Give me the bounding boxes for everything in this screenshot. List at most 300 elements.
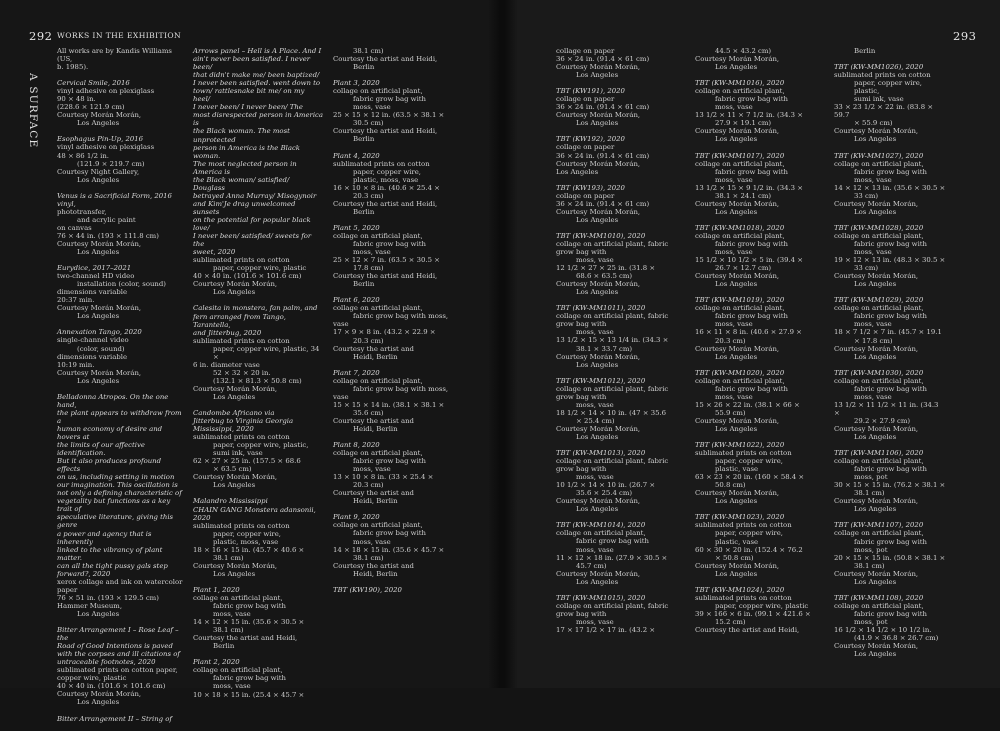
- work-detail: 45.7 cm): [576, 561, 607, 570]
- work-title: I never been/ satisfied/ sweets for the: [193, 232, 312, 249]
- work-detail: 14 × 18 × 15 in. (35.6 × 45.7 ×: [333, 545, 445, 554]
- work-title: TBT (KW-MM1107), 2020: [834, 521, 924, 530]
- work-title: Esophagus Pin-Up, 2016: [57, 135, 143, 144]
- work-detail: 36 × 24 in. (91.4 × 61 cm): [556, 55, 650, 64]
- work-detail: collage on artificial plant,: [834, 304, 924, 313]
- catalogue-entry: [556, 184, 674, 224]
- work-detail: 20:37 min.: [57, 296, 95, 305]
- work-detail: 68.6 × 63.5 cm): [576, 272, 633, 281]
- work-title: Plant 6, 2020: [333, 296, 380, 305]
- work-detail: 20.3 cm): [353, 481, 384, 490]
- work-detail: collage on artificial plant, fabric: [556, 312, 669, 321]
- work-detail: Courtesy Morán Morán,: [193, 561, 278, 570]
- work-detail: 10:19 min.: [57, 360, 95, 369]
- catalogue-entry: [695, 441, 815, 505]
- work-detail: moss, vase: [576, 256, 614, 265]
- book-gutter: [488, 0, 518, 688]
- work-detail: vinyl adhesive on plexiglass: [57, 87, 155, 96]
- work-detail: Los Angeles: [854, 433, 897, 442]
- work-detail: Los Angeles: [715, 497, 758, 506]
- work-detail: fabric grow bag with: [854, 167, 927, 176]
- catalogue-entry: [57, 328, 183, 384]
- work-detail: Berlin: [353, 135, 375, 144]
- catalogue-entry: [333, 513, 453, 577]
- work-detail: fabric grow bag with: [353, 529, 426, 538]
- work-detail: 38.1 cm): [213, 553, 244, 562]
- column-2: [193, 47, 323, 707]
- work-title: on the potential for popular black love/: [193, 215, 311, 233]
- catalogue-entry: [57, 192, 183, 256]
- work-detail: paper, copper wire, plastic,: [213, 441, 309, 450]
- catalogue-entry: [695, 47, 815, 71]
- work-title: TBT (KW192), 2020: [556, 135, 625, 144]
- work-title: TBT (KW-MM1029), 2020: [834, 296, 924, 305]
- intro-line: b. 1985).: [57, 63, 89, 72]
- work-detail: Los Angeles: [576, 577, 619, 586]
- work-title: with the corpses and ill citations of: [57, 650, 180, 659]
- work-detail: 44.5 × 43.2 cm): [715, 47, 772, 55]
- work-detail: collage on paper: [556, 143, 615, 152]
- work-detail: collage on artificial plant,: [333, 449, 423, 458]
- catalogue-entry: [333, 152, 453, 216]
- work-title: I never been satisfied. went down to: [193, 79, 321, 88]
- work-detail: Courtesy the artist and: [333, 416, 414, 425]
- work-detail: fabric grow bag with: [854, 239, 927, 248]
- work-detail: fabric grow bag with: [854, 537, 927, 546]
- work-detail: moss, pot: [854, 617, 888, 626]
- work-detail: fabric grow bag with: [715, 312, 788, 321]
- work-detail: (color, sound): [77, 344, 125, 353]
- work-detail: × 25.4 cm): [576, 416, 615, 425]
- work-detail: Courtesy Morán Morán,: [57, 368, 142, 377]
- work-detail: Los Angeles: [715, 135, 758, 144]
- work-detail: 27.9 × 19.1 cm): [715, 119, 772, 128]
- work-detail: moss, vase: [854, 248, 892, 257]
- work-detail: sublimated prints on cotton: [193, 256, 290, 265]
- work-detail: installation (color, sound): [77, 280, 166, 289]
- catalogue-entry: [556, 87, 674, 127]
- work-detail: paper, copper wire, plastic: [715, 601, 809, 610]
- work-title: TBT (KW-MM1013), 2020: [556, 449, 646, 458]
- work-detail: Courtesy Morán Morán,: [834, 497, 919, 506]
- work-detail: × 50.8 cm): [715, 553, 754, 562]
- work-title: TBT (KW-MM1106), 2020: [834, 449, 924, 458]
- work-detail: 33 cm): [854, 191, 879, 200]
- catalogue-entry: [834, 594, 946, 658]
- work-detail: collage on artificial plant,: [556, 529, 646, 538]
- work-detail: moss, pot: [854, 545, 888, 554]
- work-detail: fabric grow bag with: [715, 167, 788, 176]
- work-title: TBT (KW193), 2020: [556, 183, 625, 192]
- work-detail: moss, vase: [353, 537, 391, 546]
- intro-line: All works are by Kandis Williams (US,: [57, 47, 172, 64]
- work-title: on us, including setting in motion: [57, 473, 175, 482]
- work-title: TBT (KW191), 2020: [556, 87, 625, 96]
- catalogue-entry: [556, 304, 674, 368]
- work-detail: 17.8 cm): [353, 264, 384, 273]
- work-detail: 76 × 44 in. (193 × 111.8 cm): [57, 231, 159, 240]
- work-detail: sumi ink, vase: [213, 449, 263, 458]
- work-detail: Los Angeles: [213, 569, 256, 578]
- work-detail: 20.3 cm): [715, 336, 746, 345]
- work-detail: Los Angeles: [576, 215, 619, 224]
- work-detail: moss, vase: [576, 473, 614, 482]
- work-detail: collage on artificial plant,: [834, 529, 924, 538]
- work-detail: Berlin: [854, 47, 876, 55]
- work-title: TBT (KW-MM1028), 2020: [834, 223, 924, 232]
- work-detail: moss, vase: [576, 545, 614, 554]
- work-title: TBT (KW-MM1019), 2020: [695, 296, 785, 305]
- catalogue-entry: [695, 586, 815, 634]
- page-number-left: 292: [29, 29, 53, 43]
- intro-note: [57, 47, 183, 71]
- work-detail: collage on artificial plant,: [333, 376, 423, 385]
- work-detail: Los Angeles: [576, 505, 619, 514]
- work-detail: fabric grow bag with: [213, 674, 286, 683]
- work-detail: sublimated prints on cotton: [695, 593, 792, 602]
- work-detail: Courtesy Morán Morán,: [556, 280, 641, 289]
- work-title: TBT (KW-MM1010), 2020: [556, 231, 646, 240]
- work-detail: Courtesy Morán Morán,: [834, 424, 919, 433]
- work-title: TBT (KW-MM1014), 2020: [556, 521, 646, 530]
- work-title: the plant appears to withdraw from a: [57, 408, 182, 425]
- work-detail: fabric grow bag with: [854, 609, 927, 618]
- work-detail: plastic, vase: [715, 537, 759, 546]
- work-title: TBT (KW-MM1030), 2020: [834, 368, 924, 377]
- work-detail: 40 × 40 in. (101.6 × 101.6 cm): [193, 272, 302, 281]
- work-detail: Los Angeles: [77, 119, 120, 128]
- work-detail: collage on artificial plant,: [695, 376, 785, 385]
- work-detail: two-channel HD video: [57, 272, 135, 281]
- catalogue-entry: [556, 521, 674, 585]
- work-detail: Courtesy the artist and Heidi,: [695, 626, 800, 634]
- work-detail: collage on artificial plant, fabric: [556, 384, 669, 393]
- work-detail: Los Angeles: [854, 280, 897, 289]
- work-detail: Courtesy Morán Morán,: [556, 159, 641, 168]
- work-detail: Courtesy Morán Morán,: [556, 497, 641, 506]
- work-title: But it also produces profound effects: [57, 457, 162, 474]
- work-detail: moss, vase: [854, 392, 892, 401]
- work-detail: and acrylic paint: [77, 215, 136, 224]
- work-title: 2020: [193, 513, 211, 522]
- work-detail: moss, vase: [715, 320, 753, 329]
- work-title: TBT (KW-MM1012), 2020: [556, 376, 646, 385]
- work-detail: fabric grow bag with: [715, 95, 788, 104]
- work-detail: 12 1/2 × 27 × 25 in. (31.8 ×: [556, 264, 656, 273]
- work-detail: Courtesy Morán Morán,: [556, 111, 641, 120]
- work-detail: moss, vase: [576, 328, 614, 337]
- work-detail: 13 × 10 × 8 in. (33 × 25.4 ×: [333, 473, 434, 482]
- work-detail: grow bag with: [556, 609, 607, 618]
- work-detail: grow bag with: [556, 392, 607, 401]
- work-title: TBT (KW-MM1018), 2020: [695, 223, 785, 232]
- work-detail: 63 × 23 × 20 in. (160 × 58.4 ×: [695, 473, 805, 482]
- work-detail: Courtesy Morán Morán,: [57, 111, 142, 120]
- catalogue-entry: [834, 47, 946, 55]
- work-title: that didn't make me/ been baptized/: [193, 71, 320, 80]
- work-detail: Los Angeles: [77, 376, 120, 385]
- work-detail: Courtesy Morán Morán,: [193, 384, 278, 393]
- work-detail: Courtesy Morán Morán,: [57, 690, 142, 699]
- work-detail: moss, pot: [854, 473, 888, 482]
- work-detail: Los Angeles: [213, 481, 256, 490]
- work-detail: 20.3 cm): [353, 191, 384, 200]
- work-title: TBT (KW-MM1022), 2020: [695, 441, 785, 450]
- work-title: most disrespected person in America is: [193, 111, 324, 128]
- work-detail: 16 × 11 × 8 in. (40.6 × 27.9 ×: [695, 328, 802, 337]
- work-detail: 33 × 23 1/2 × 22 in. (83.8 × 59.7: [834, 103, 934, 120]
- work-detail: 36 × 24 in. (91.4 × 61 cm): [556, 151, 650, 160]
- work-detail: Courtesy the artist and Heidi,: [193, 634, 298, 643]
- catalogue-entry: [695, 152, 815, 216]
- work-title: and Jitterbug, 2020: [193, 328, 262, 337]
- work-title: person in America is the Black woman.: [193, 143, 300, 160]
- catalogue-entry: [333, 79, 453, 143]
- work-title: the limits of our affective identification.: [57, 441, 145, 458]
- work-detail: paper, copper wire, plastic: [213, 264, 307, 273]
- catalogue-entry: [57, 715, 183, 723]
- work-detail: plastic, moss, vase: [213, 537, 279, 546]
- catalogue-entry: [834, 521, 946, 585]
- work-title: Plant 8, 2020: [333, 441, 380, 450]
- work-title: not only a defining characteristic of: [57, 489, 182, 498]
- work-detail: Los Angeles: [715, 352, 758, 361]
- work-detail: vinyl adhesive on plexiglass: [57, 143, 155, 152]
- work-detail: collage on artificial plant,: [834, 457, 924, 466]
- work-detail: Courtesy Morán Morán,: [556, 424, 641, 433]
- work-detail: collage on artificial plant, fabric: [556, 457, 669, 466]
- column-4: [556, 47, 674, 642]
- work-detail: 60 × 30 × 20 in. (152.4 × 76.2: [695, 545, 803, 554]
- work-detail: collage on paper: [556, 47, 615, 55]
- work-title: the Black woman. The most unprotected: [193, 127, 290, 144]
- work-detail: 35.6 cm): [353, 408, 384, 417]
- work-detail: Courtesy Morán Morán,: [695, 416, 780, 425]
- catalogue-entry: [834, 152, 946, 216]
- work-title: Calesita in monstera, fan palm, and: [193, 304, 318, 313]
- work-detail: 15 1/2 × 10 1/2 × 5 in. (39.4 ×: [695, 256, 803, 265]
- work-detail: 36 × 24 in. (91.4 × 61 cm): [556, 199, 650, 208]
- work-detail: Courtesy Morán Morán,: [193, 473, 278, 482]
- work-detail: Courtesy Morán Morán,: [695, 55, 780, 64]
- work-detail: Hammer Museum,: [57, 601, 123, 610]
- work-detail: fabric grow bag with: [715, 384, 788, 393]
- work-title: Arrows panel – Hell is A Place. And I: [193, 47, 322, 55]
- work-detail: collage on artificial plant,: [695, 304, 785, 313]
- page-number-right: 293: [953, 29, 977, 43]
- work-title: Mississippi, 2020: [193, 425, 254, 434]
- work-detail: 33 cm): [854, 264, 879, 273]
- catalogue-entry: [193, 304, 323, 401]
- work-detail: 38.1 cm): [854, 489, 885, 498]
- work-detail: sublimated prints on cotton: [193, 433, 290, 442]
- work-detail: sublimated prints on cotton paper,: [57, 666, 178, 675]
- work-detail: 38.1 cm): [854, 561, 885, 570]
- work-title: Bitter Arrangement II – String of: [57, 714, 172, 723]
- work-title: a power and agency that is inherently: [57, 529, 152, 546]
- work-title: fern arranged from Tango, Tarantella,: [193, 312, 286, 329]
- work-detail: Courtesy Morán Morán,: [695, 561, 780, 570]
- work-detail: Courtesy the artist and: [333, 489, 414, 498]
- work-title: TBT (KW-MM1020), 2020: [695, 368, 785, 377]
- work-detail: Courtesy Morán Morán,: [695, 272, 780, 281]
- work-detail: 14 × 12 × 13 in. (35.6 × 30.5 ×: [834, 183, 946, 192]
- work-detail: collage on artificial plant,: [193, 666, 283, 675]
- work-detail: paper, copper wire,: [213, 529, 281, 538]
- work-detail: paper, copper wire,: [715, 529, 783, 538]
- catalogue-entry: [834, 63, 946, 143]
- work-title: Annexation Tango, 2020: [57, 328, 142, 337]
- work-detail: sublimated prints on cotton: [193, 336, 290, 345]
- catalogue-entry: [333, 296, 453, 360]
- work-detail: 15.2 cm): [715, 617, 746, 626]
- work-detail: 17 × 17 1/2 × 17 in. (43.2 ×: [556, 625, 656, 634]
- work-detail: 26.7 × 12.7 cm): [715, 264, 772, 273]
- work-detail: Courtesy Morán Morán,: [57, 239, 142, 248]
- catalogue-entry: [834, 369, 946, 441]
- work-detail: moss, vase: [353, 465, 391, 474]
- work-detail: xerox collage and ink on watercolor: [57, 577, 183, 586]
- work-detail: grow bag with: [556, 320, 607, 329]
- work-detail: Los Angeles: [854, 352, 897, 361]
- work-title: Eurydice, 2017–2021: [57, 264, 132, 273]
- work-detail: plastic, vase: [715, 465, 759, 474]
- work-detail: Courtesy Morán Morán,: [695, 199, 780, 208]
- work-detail: Los Angeles: [715, 63, 758, 72]
- work-detail: 13 1/2 × 11 × 7 1/2 in. (34.3 ×: [695, 111, 803, 120]
- work-title: Cervical Smile, 2016: [57, 79, 130, 88]
- work-detail: Courtesy Morán Morán,: [556, 63, 641, 72]
- work-detail: 38.1 cm): [353, 47, 384, 55]
- work-detail: 10 1/2 × 14 × 10 in. (26.7 ×: [556, 481, 656, 490]
- work-detail: 15 × 15 × 14 in. (38.1 × 38.1 ×: [333, 400, 445, 409]
- work-detail: grow bag with: [556, 465, 607, 474]
- work-title: Plant 4, 2020: [333, 151, 380, 160]
- catalogue-entry: [695, 296, 815, 360]
- work-detail: collage on artificial plant,: [834, 231, 924, 240]
- work-detail: paper, copper wire, plastic, 34 ×: [213, 344, 320, 361]
- work-detail: moss, vase: [715, 248, 753, 257]
- work-detail: fabric grow bag with moss,: [353, 384, 449, 393]
- catalogue-entry: [57, 135, 183, 183]
- catalogue-entry: [695, 369, 815, 433]
- work-detail: fabric grow bag with moss,: [353, 312, 449, 321]
- work-detail: 36 × 24 in. (91.4 × 61 cm): [556, 103, 650, 112]
- work-detail: Los Angeles: [77, 610, 120, 618]
- work-title: untraceable footnotes, 2020: [57, 658, 156, 667]
- work-detail: sublimated prints on cotton: [193, 521, 290, 530]
- work-detail: Berlin: [353, 207, 375, 216]
- work-detail: Los Angeles: [576, 288, 619, 297]
- work-detail: 19 × 12 × 13 in. (48.3 × 30.5 ×: [834, 256, 946, 265]
- work-detail: Courtesy Morán Morán,: [695, 489, 780, 498]
- work-title: Bitter Arrangement I – Rose Leaf – the: [57, 626, 179, 643]
- work-detail: paper, copper wire, plastic,: [854, 79, 922, 96]
- work-detail: 25 × 15 × 12 in. (63.5 × 38.1 ×: [333, 111, 445, 120]
- work-detail: paper, copper wire,: [353, 167, 421, 176]
- work-detail: Los Angeles: [715, 424, 758, 433]
- work-title: TBT (KW-MM1017), 2020: [695, 151, 785, 160]
- work-title: Plant 2, 2020: [193, 658, 240, 667]
- work-detail: grow bag with: [556, 247, 607, 256]
- catalogue-entry: [556, 232, 674, 296]
- work-detail: Courtesy the artist and Heidi,: [333, 272, 438, 281]
- work-detail: Courtesy Morán Morán,: [556, 207, 641, 216]
- catalogue-entry: [695, 224, 815, 288]
- catalogue-entry: [57, 79, 183, 127]
- work-detail: collage on artificial plant,: [333, 304, 423, 313]
- work-title: TBT (KW-MM1011), 2020: [556, 304, 646, 313]
- work-detail: Courtesy the artist and Heidi,: [333, 127, 438, 136]
- work-detail: moss, vase: [715, 175, 753, 184]
- work-detail: paper: [57, 585, 78, 594]
- work-detail: (132.1 × 81.3 × 50.8 cm): [213, 376, 302, 385]
- work-title: town/ rattlesnake bit me/ on my heel/: [193, 87, 305, 104]
- work-title: TBT (KW190), 2020: [333, 585, 402, 594]
- work-detail: Los Angeles: [715, 207, 758, 216]
- work-detail: Courtesy Morán Morán,: [193, 280, 278, 289]
- work-detail: (121.9 × 219.7 cm): [77, 159, 145, 168]
- work-detail: Courtesy Morán Morán,: [834, 272, 919, 281]
- catalogue-entry: [193, 658, 323, 698]
- catalogue-entry: [333, 224, 453, 288]
- work-detail: moss, vase: [854, 320, 892, 329]
- work-detail: moss, vase: [353, 103, 391, 112]
- work-detail: Los Angeles: [77, 248, 120, 257]
- work-detail: Courtesy Morán Morán,: [834, 642, 919, 651]
- catalogue-entry: [834, 449, 946, 513]
- work-detail: sublimated prints on cotton: [695, 449, 792, 458]
- work-detail: collage on artificial plant,: [333, 231, 423, 240]
- work-title: TBT (KW-MM1015), 2020: [556, 593, 646, 602]
- column-3: [333, 47, 453, 602]
- work-detail: Los Angeles: [77, 175, 120, 184]
- catalogue-entry: [193, 497, 323, 577]
- work-detail: Courtesy the artist and Heidi,: [333, 199, 438, 208]
- work-detail: 90 × 48 in.: [57, 95, 96, 104]
- catalogue-entry: [834, 224, 946, 288]
- catalogue-entry: [834, 296, 946, 360]
- work-title: Plant 1, 2020: [193, 585, 240, 594]
- work-detail: fabric grow bag with: [576, 537, 649, 546]
- work-detail: collage on artificial plant,: [695, 87, 785, 96]
- work-detail: 13 1/2 × 15 × 9 1/2 in. (34.3 ×: [695, 183, 803, 192]
- work-detail: dimensions variable: [57, 352, 128, 361]
- section-title-vertical: A SURFACE: [27, 73, 39, 149]
- work-detail: Los Angeles: [576, 432, 619, 441]
- work-title: I never been/ I never been/ The: [193, 103, 303, 112]
- work-detail: moss, vase: [715, 103, 753, 112]
- work-detail: Los Angeles: [854, 135, 897, 144]
- work-detail: Berlin: [353, 63, 375, 72]
- work-detail: Los Angeles: [576, 119, 619, 128]
- work-detail: 38.1 × 33.7 cm): [576, 344, 633, 353]
- work-detail: 20.3 cm): [353, 336, 384, 345]
- work-detail: collage on artificial plant,: [333, 87, 423, 96]
- work-detail: 30.5 cm): [353, 119, 384, 128]
- work-detail: 16 1/2 × 14 1/2 × 10 1/2 in.: [834, 626, 932, 634]
- work-detail: Los Angeles: [854, 577, 897, 586]
- work-detail: Berlin: [213, 642, 235, 651]
- work-title: our imagination. This oscillation is: [57, 481, 178, 490]
- work-detail: 10 × 18 × 15 in. (25.4 × 45.7 ×: [193, 690, 305, 699]
- work-detail: moss, vase: [854, 175, 892, 184]
- catalogue-entry: [556, 47, 674, 79]
- work-title: The most neglected person in America is: [193, 159, 297, 176]
- work-title: Malandro Mississippi: [193, 497, 268, 506]
- work-detail: sublimated prints on cotton: [834, 71, 931, 80]
- work-detail: collage on artificial plant,: [333, 521, 423, 530]
